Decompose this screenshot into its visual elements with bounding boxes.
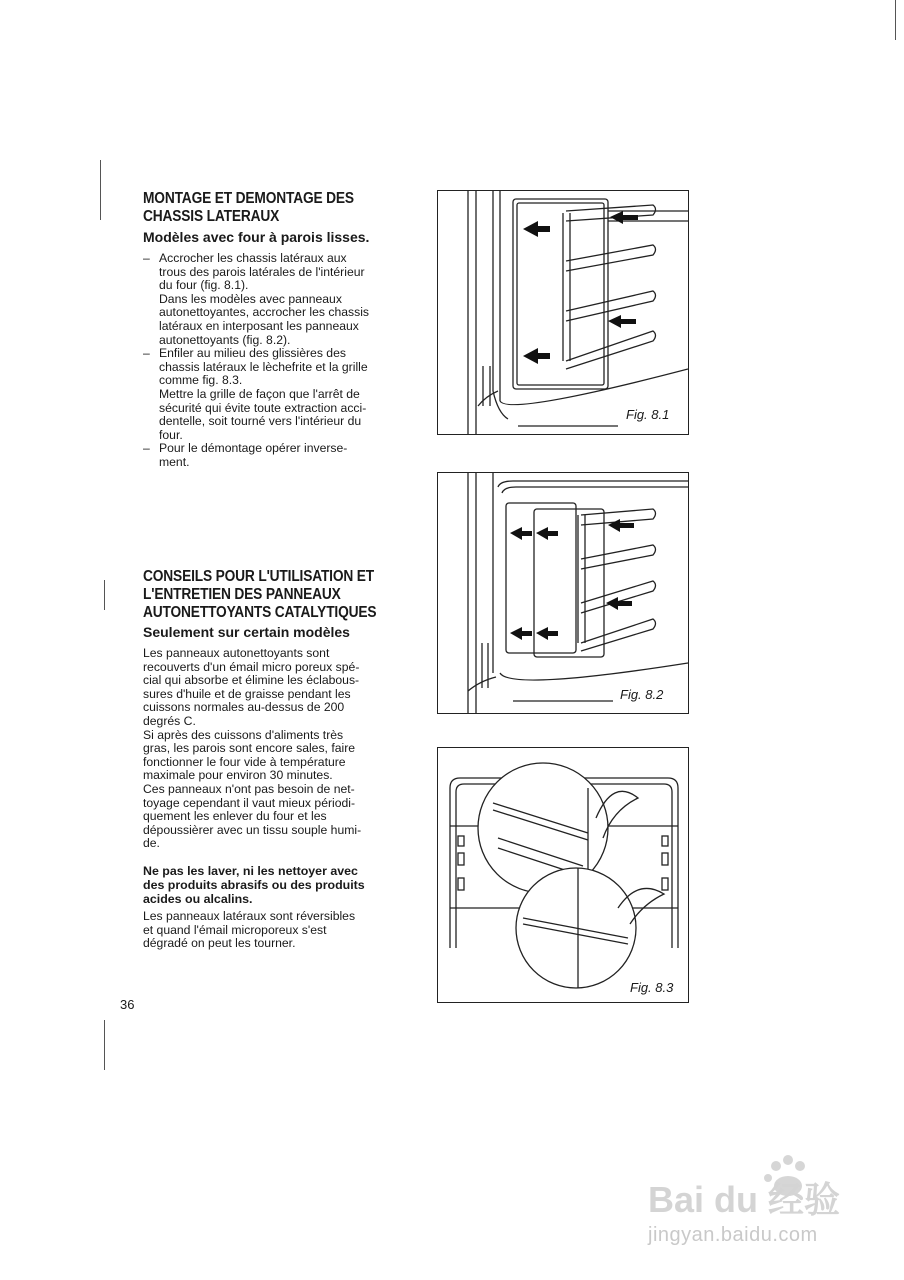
text-line: acides ou alcalins. [143, 891, 253, 906]
bullet-dash: – [143, 346, 150, 361]
section-subtitle: Modèles avec four à parois lisses. [143, 229, 370, 245]
scan-margin-line [100, 160, 101, 220]
text-line: trous des parois latérales de l'intérieur [159, 264, 365, 279]
text-line: Dans les modèles avec panneaux [159, 291, 342, 306]
paragraph [143, 647, 398, 851]
scan-margin-line [104, 1020, 105, 1070]
text-line: des produits abrasifs ou des produits [143, 877, 365, 892]
text-line: chassis latéraux le lèchefrite et la grille [159, 359, 368, 374]
text-line: degrés C. [143, 713, 196, 728]
text-line: quement les enlever du four et les [143, 809, 327, 824]
text-line: Enfiler au milieu des glissières des [159, 346, 346, 361]
text-line: four. [159, 427, 183, 442]
oven-side-rack-illustration [438, 191, 688, 434]
text-line: Si après des cuissons d'aliments très [143, 727, 344, 742]
text-line: Les panneaux autonettoyants sont [143, 646, 330, 660]
figure-label: Fig. 8.3 [630, 980, 674, 995]
title-line: CHASSIS LATERAUX [143, 208, 280, 225]
grill-rack-detail-illustration [438, 748, 688, 1002]
title-line: CONSEILS POUR L'UTILISATION ET [143, 568, 375, 585]
text-line: sures d'huile et de graisse pendant les [143, 686, 351, 701]
title-line: AUTONETTOYANTS CATALYTIQUES [143, 604, 377, 621]
text-line: latéraux en interposant les panneaux [159, 318, 359, 333]
text-line: comme fig. 8.3. [159, 373, 243, 388]
bullet-dash: – [143, 441, 150, 456]
page-number: 36 [120, 997, 135, 1012]
scan-margin-line [895, 0, 896, 40]
text-line: Pour le démontage opérer inverse- [159, 441, 348, 456]
section-title [143, 190, 401, 226]
text-line: dentelle, soit tourné vers l'intérieur du [159, 414, 362, 429]
paragraph [143, 910, 398, 951]
instruction-list [143, 252, 398, 470]
list-item [143, 252, 398, 347]
scan-margin-line [104, 580, 105, 610]
figure-8-3 [437, 747, 689, 1003]
text-line: du four (fig. 8.1). [159, 278, 249, 293]
list-item [143, 347, 398, 442]
text-line: de. [143, 836, 160, 851]
watermark-brand: Bai du 经验 [648, 1179, 841, 1220]
text-line: Accrocher les chassis latéraux aux [159, 251, 347, 265]
text-line: toyage cependant il vaut mieux périodi- [143, 795, 356, 810]
title-line: L'ENTRETIEN DES PANNEAUX [143, 586, 341, 603]
text-line: Ces panneaux n'ont pas besoin de net- [143, 781, 355, 796]
text-line: ment. [159, 454, 190, 469]
text-line: maximale pour environ 30 minutes. [143, 768, 333, 783]
text-line: gras, les parois sont encore sales, faire [143, 741, 356, 756]
section-subtitle: Seulement sur certain modèles [143, 624, 350, 640]
text-line: Ne pas les laver, ni les nettoyer avec [143, 863, 358, 878]
figure-label: Fig. 8.1 [626, 407, 670, 422]
section-title [143, 568, 401, 622]
figure-8-1 [437, 190, 689, 435]
oven-catalytic-panel-illustration [438, 473, 688, 713]
bullet-dash: – [143, 251, 150, 265]
figure-8-2 [437, 472, 689, 714]
text-line: dépoussièrer avec un tissu souple humi- [143, 822, 362, 837]
text-line: autonettoyants (fig. 8.2). [159, 332, 291, 347]
figure-label: Fig. 8.2 [620, 687, 664, 702]
text-line: Mettre la grille de façon que l'arrêt de [159, 386, 360, 401]
text-line: recouverts d'un émail micro poreux spé- [143, 659, 360, 674]
list-item [143, 442, 398, 469]
text-line: Les panneaux latéraux sont réversibles [143, 909, 356, 924]
text-line: et quand l'émail microporeux s'est [143, 922, 327, 937]
text-line: fonctionner le four vide à température [143, 754, 346, 769]
watermark-url: jingyan.baidu.com [648, 1224, 818, 1246]
text-line: dégradé on peut les tourner. [143, 936, 296, 951]
text-line: cial qui absorbe et élimine les éclabous- [143, 673, 360, 688]
text-line: sécurité qui évite toute extraction acci- [159, 400, 367, 415]
section-montage [143, 190, 398, 470]
section-conseils [143, 568, 398, 951]
text-line: cuissons normales au-dessus de 200 [143, 700, 345, 715]
warning-note [143, 865, 398, 906]
text-line: autonettoyantes, accrocher les chassis [159, 305, 370, 320]
title-line: MONTAGE ET DEMONTAGE DES [143, 190, 354, 207]
